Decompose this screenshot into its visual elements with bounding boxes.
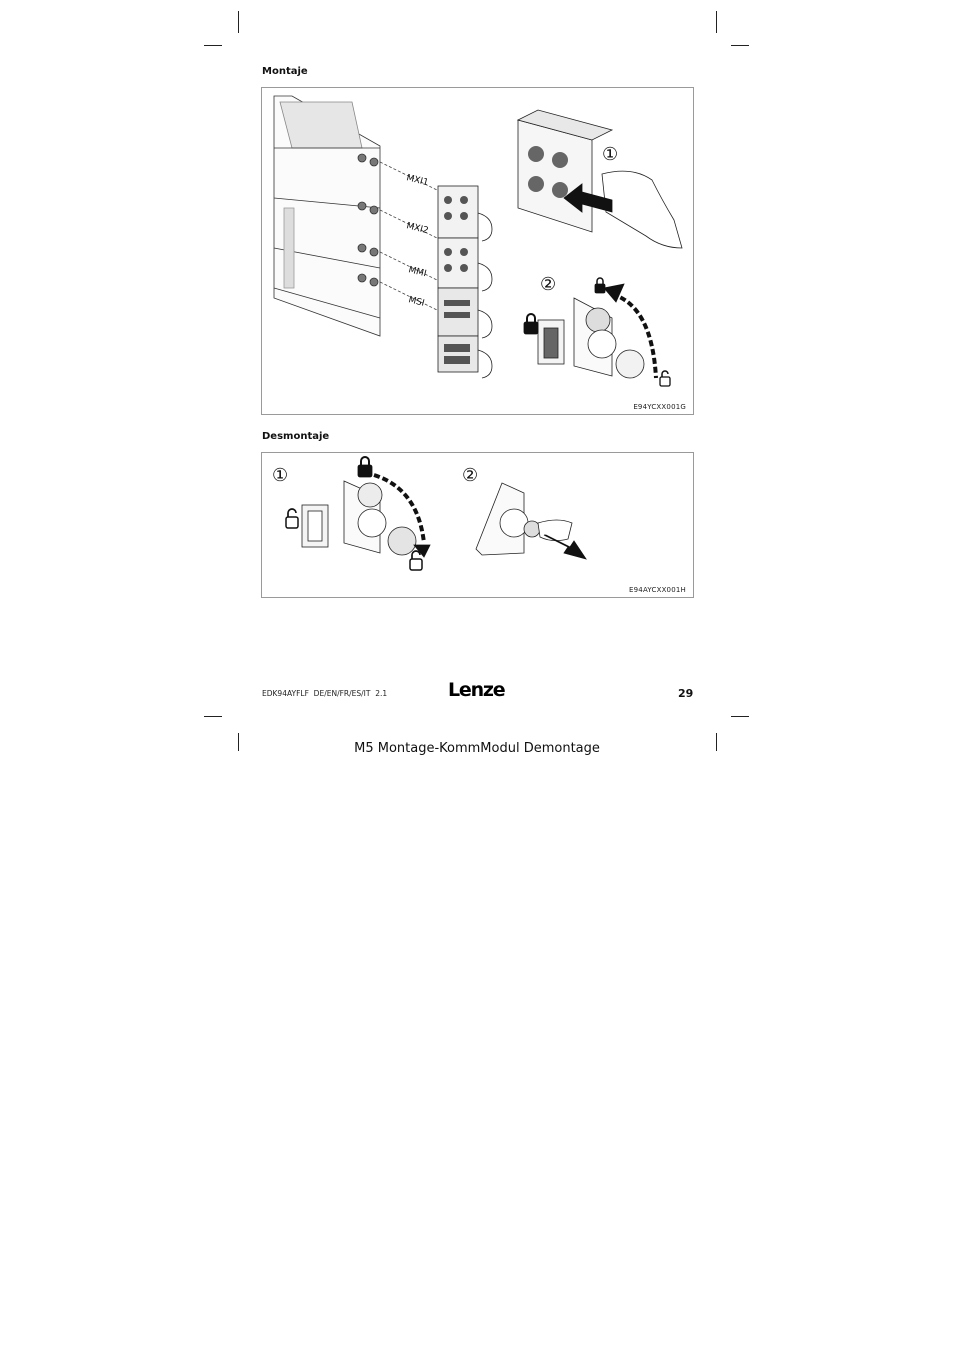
padlock-open-icon	[660, 371, 670, 386]
padlock-closed-icon	[524, 314, 538, 334]
figure-code-mount: E94YCXX001G	[633, 403, 686, 411]
crop-mark-top-right-horizontal	[731, 45, 749, 46]
crop-mark-bottom-left-horizontal	[204, 716, 222, 717]
lenze-logo: Lenze	[448, 679, 505, 701]
crop-mark-top-right-vertical	[716, 11, 717, 33]
step-1-marker: ①	[602, 144, 619, 165]
section-heading-unmount: Desmontaje	[262, 431, 330, 442]
unmount-padlock-open-left-icon	[286, 509, 298, 528]
figure-code-unmount: E94AYCXX001H	[629, 586, 686, 594]
unmount-padlock-open-bottom-icon	[410, 551, 422, 570]
page-caption: M5 Montage-KommModul Demontage	[354, 741, 600, 756]
slot-label-mxi2: MXI2	[405, 221, 430, 237]
crop-mark-top-left-horizontal	[204, 45, 222, 46]
slot-label-msi: MSI	[407, 295, 426, 309]
slot-label-mmi: MMI	[407, 265, 428, 280]
slot-label-mxi1: MXI1	[405, 173, 430, 189]
crop-mark-top-left-vertical	[238, 11, 239, 33]
unmount-illustration	[262, 453, 693, 597]
figure-mount	[261, 87, 694, 415]
unmount-step-2-marker: ②	[462, 465, 479, 486]
figure-unmount	[261, 452, 694, 598]
page-number: 29	[678, 687, 694, 700]
document-reference: EDK94AYFLF DE/EN/FR/ES/IT 2.1	[262, 689, 388, 698]
unmount-step-1-marker: ①	[272, 465, 289, 486]
padlock-closed-small-icon	[595, 278, 605, 293]
section-heading-mount: Montaje	[262, 66, 308, 77]
insert-module-detail	[518, 110, 682, 248]
module-stack	[438, 186, 492, 378]
slot-label-group	[405, 173, 429, 309]
lock-detail	[538, 298, 644, 378]
mount-illustration	[262, 88, 693, 414]
step-2-marker: ②	[540, 274, 557, 295]
crop-mark-bottom-right-horizontal	[731, 716, 749, 717]
unmount-padlock-closed-icon	[358, 457, 372, 477]
